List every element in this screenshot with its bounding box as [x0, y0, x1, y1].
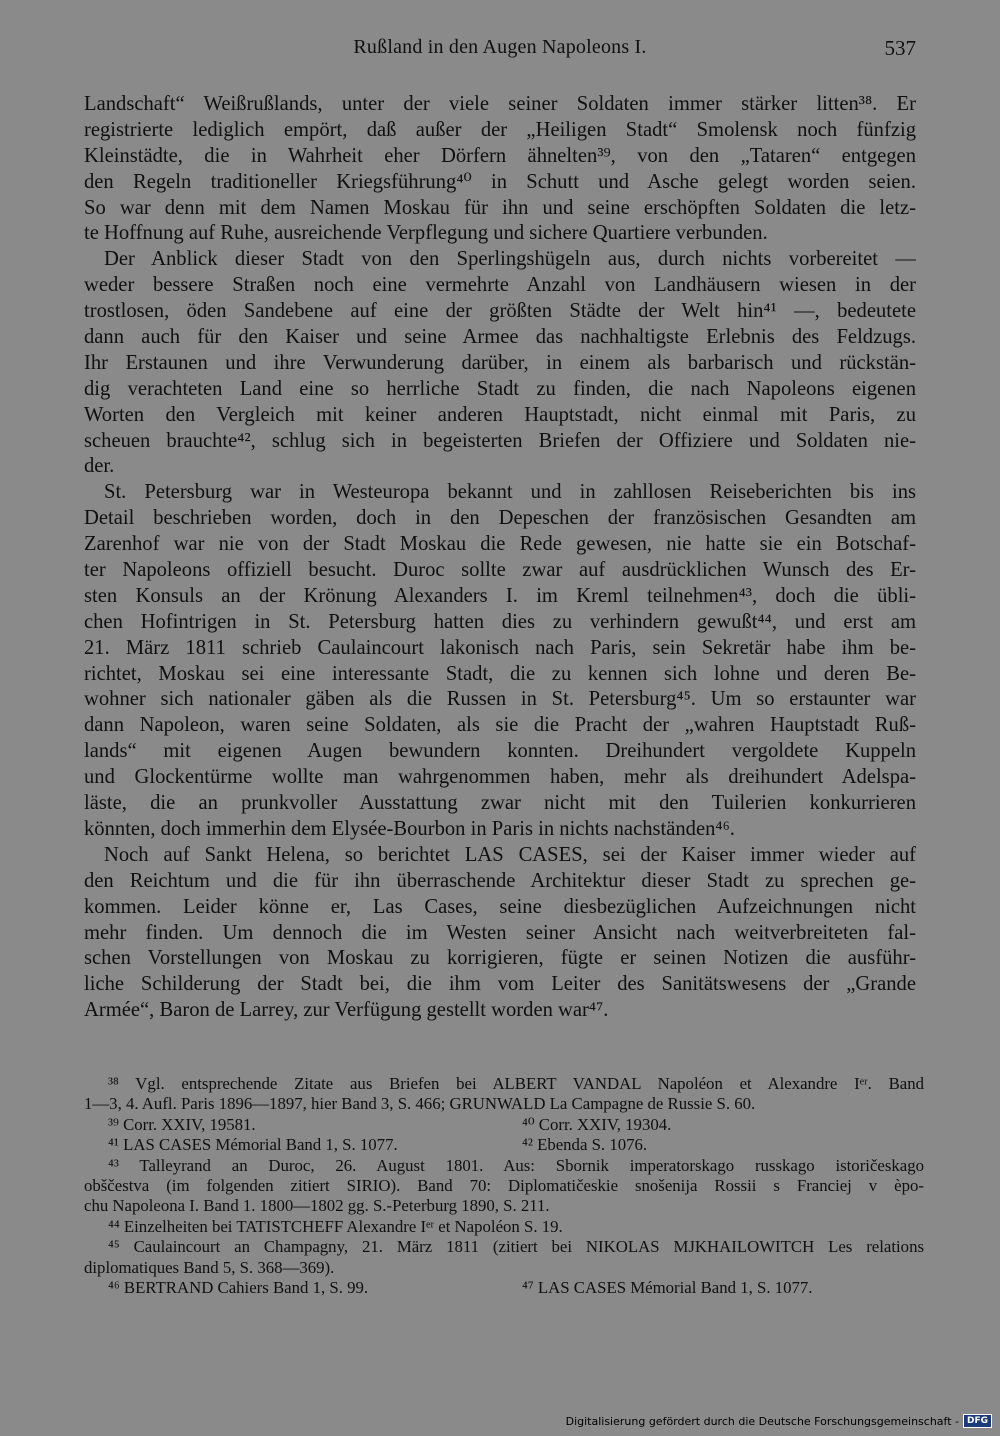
body-line: So war denn mit dem Namen Moskau für ihn und seine erschöpften Soldaten die letz-	[84, 196, 916, 219]
body-line: Worten den Vergleich mit keiner anderen Hauptstadt, nicht einmal mit Paris, zu	[84, 403, 916, 426]
body-line: Detail beschrieben worden, doch in den Depeschen der französischen Gesandten am	[84, 507, 916, 530]
body-line: Armée“, Baron de Larrey, zur Verfügung gestellt worden war⁴⁷.	[84, 999, 609, 1022]
footnote-text: ³⁹ Corr. XXIV, 19581.	[108, 1114, 256, 1134]
footnote-line	[84, 1074, 924, 1094]
body-line: te Hoffnung auf Ruhe, ausreichende Verpflegung und sichere Quartiere verbunden.	[84, 222, 768, 245]
footnote-line	[84, 1094, 924, 1114]
body-line: registrierte lediglich empört, daß außer der „Heiligen Stadt“ Smolensk noch fünfzig	[84, 118, 916, 141]
body-line: mehr finden. Um dennoch die im Westen seiner Ansicht nach weitverbreiteten fal-	[84, 921, 916, 944]
body-line: sten Konsuls an der Krönung Alexanders I. im Kreml teilnehmen⁴³, doch die übli-	[84, 584, 916, 607]
body-line: chen Hofintrigen in St. Petersburg hatten dies zu verhindern gewußt⁴⁴, und erst am	[84, 610, 916, 633]
footnote-text-col2: ⁴² Ebenda S. 1076.	[522, 1135, 648, 1155]
footnote-text: ⁴⁶ BERTRAND Cahiers Band 1, S. 99.	[108, 1277, 369, 1297]
body-line: Zarenhof war nie von der Stadt Moskau die Rede gewesen, nie hatte sie ein Botschaf-	[84, 533, 916, 556]
body-line: 21. März 1811 schrieb Caulaincourt lakonisch nach Paris, sein Sekretär habe ihm be-	[84, 636, 916, 659]
running-title: Rußland in den Augen Napoleons I.	[353, 36, 647, 58]
footnote-text: obščestva (im folgenden zitiert SIRIO). Band 70: Diplomatičeskie snošenija Rossii s Franciej v èpo-	[84, 1175, 924, 1195]
footnote-text: 1—3, 4. Aufl. Paris 1896—1897, hier Band 3, S. 466; GRUNWALD La Campagne de Russie S. 60.	[84, 1094, 756, 1114]
body-line: liche Schilderung der Stadt bei, die ihm vom Leiter des Sanitätswesens der „Grande	[84, 973, 916, 996]
body-line: Kleinstädte, die in Wahrheit eher Dörfern ähnelten³⁹, von den „Tataren“ entgegen	[84, 144, 916, 167]
credit-text: Digitalisierung gefördert durch die Deutsche Forschungsgemeinschaft -	[565, 1414, 959, 1428]
page-number: 537	[884, 36, 916, 60]
footnote-line	[84, 1156, 924, 1176]
footnote-line	[84, 1258, 924, 1278]
footnote-text: ³⁸ Vgl. entsprechende Zitate aus Briefen bei ALBERT VANDAL Napoléon et Alexandre Iᵉʳ. Band	[108, 1074, 924, 1093]
footnote-line	[84, 1278, 924, 1298]
body-line: der.	[84, 455, 115, 478]
body-line: wohner sich nationaler gäben als die Russen in St. Petersburg⁴⁵. Um so erstaunter war	[84, 688, 916, 711]
footnote-text: diplomatiques Band 5, S. 368—369).	[84, 1257, 335, 1277]
footnote-text-col2: ⁴⁷ LAS CASES Mémorial Band 1, S. 1077.	[522, 1277, 813, 1297]
footnote-text: chu Napoleona I. Band 1. 1800—1802 gg. S.-Peterburg 1890, S. 211.	[84, 1196, 550, 1216]
body-line: richtet, Moskau sei eine interessante Stadt, die zu kennen sich lohne und deren Be-	[84, 662, 916, 685]
body-line: St. Petersburg war in Westeuropa bekannt und in zahllosen Reiseberichten bis ins	[104, 481, 916, 504]
body-line: Noch auf Sankt Helena, so berichtet LAS CASES, sei der Kaiser immer wieder auf	[104, 843, 916, 866]
body-line: dann Napoleon, waren seine Soldaten, als sie die Pracht der „wahren Hauptstadt Ruß-	[84, 714, 916, 737]
digitization-credit	[566, 1414, 992, 1428]
footnote-text: ⁴⁴ Einzelheiten bei TATISTCHEFF Alexandre Iᵉʳ et Napoléon S. 19.	[108, 1216, 563, 1236]
footnotes	[84, 1074, 924, 1298]
body-line: den Regeln traditioneller Kriegsführung⁴⁰ in Schutt und Asche gelegt worden seien.	[84, 170, 916, 193]
body-line: trostlosen, öden Sandebene auf eine der größten Städte der Welt hin⁴¹ —, bedeutete	[84, 300, 916, 323]
body-line: dig verachteten Land eine so herrliche Stadt zu finden, die nach Napoleons eigenen	[84, 377, 916, 400]
body-line: schen Vorstellungen von Moskau zu korrigieren, fügte er seinen Notizen die ausführ-	[84, 947, 916, 970]
body-line: dann auch für den Kaiser und seine Armee das nachhaltigste Erlebnis des Feldzugs.	[84, 326, 916, 349]
body-text	[84, 92, 916, 1024]
footnote-line	[84, 1196, 924, 1216]
body-line: und Glockentürme wollte man wahrgenommen haben, mehr als dreihundert Adelspa-	[84, 766, 916, 789]
body-line: weder bessere Straßen noch eine vermehrte Anzahl von Landhäusern wiesen in der	[84, 274, 916, 297]
footnote-line	[84, 1135, 924, 1155]
body-line: Der Anblick dieser Stadt von den Sperlingshügeln aus, durch nichts vorbereitet —	[104, 248, 916, 271]
body-line: Landschaft“ Weißrußlands, unter der viele seiner Soldaten immer stärker litten³⁸. Er	[84, 93, 916, 115]
body-line: könnten, doch immerhin dem Elysée-Bourbon in Paris in nichts nachständen⁴⁶.	[84, 817, 735, 840]
body-line: scheuen brauchte⁴², schlug sich in begeisterten Briefen der Offiziere und Soldaten nie-	[84, 429, 916, 452]
body-line: den Reichtum und die für ihn überraschende Architektur dieser Stadt zu sprechen ge-	[84, 869, 916, 892]
footnote-text: ⁴³ Talleyrand an Duroc, 26. August 1801. Aus: Sbornik imperatorskago russkago istoričeskago	[108, 1155, 924, 1175]
running-header	[84, 36, 916, 70]
footnote-text-col2: ⁴⁰ Corr. XXIV, 19304.	[522, 1114, 672, 1134]
footnote-text: ⁴⁵ Caulaincourt an Champagny, 21. März 1811 (zitiert bei NIKOLAS MJKHAILOWITCH Les relations	[108, 1237, 924, 1257]
body-line: Ihr Erstaunen und ihre Verwunderung darüber, in einem als barbarisch und rückstän-	[84, 351, 916, 374]
body-line: ter Napoleons offiziell besucht. Duroc sollte zwar auf ausdrücklichen Wunsch des Er-	[84, 559, 916, 582]
dfg-logo: DFG	[963, 1414, 992, 1428]
footnote-line	[84, 1115, 924, 1135]
body-line: läste, die an prunkvoller Ausstattung zwar nicht mit den Tuilerien konkurrieren	[84, 792, 916, 815]
body-line: kommen. Leider könne er, Las Cases, seine diesbezüglichen Aufzeichnungen nicht	[84, 895, 916, 918]
footnote-line	[84, 1217, 924, 1237]
footnote-line	[84, 1176, 924, 1196]
footnote-text: ⁴¹ LAS CASES Mémorial Band 1, S. 1077.	[108, 1135, 398, 1155]
body-line: lands“ mit eigenen Augen bewundern konnten. Dreihundert vergoldete Kuppeln	[84, 740, 916, 763]
footnote-line	[84, 1237, 924, 1257]
